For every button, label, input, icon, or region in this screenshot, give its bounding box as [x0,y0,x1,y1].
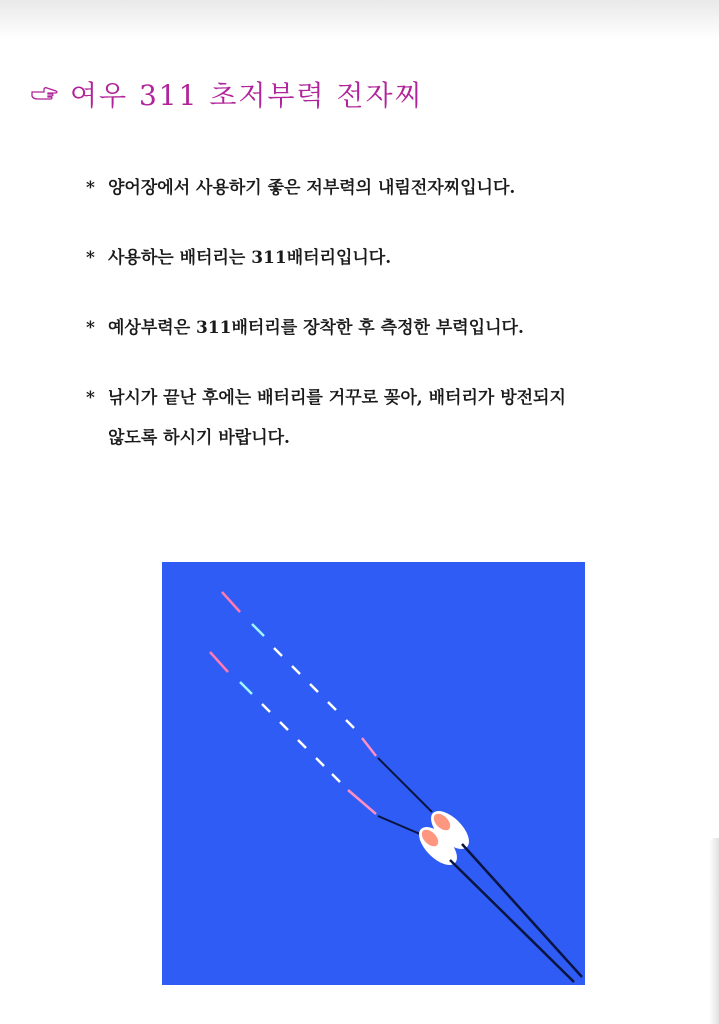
fishing-float-photo [162,562,585,985]
bullet-item [86,238,391,278]
bullet-star: * [86,388,95,408]
float-lower [210,652,574,982]
float-upper [222,592,582,977]
bullet-item [86,168,515,208]
bullet-text: 양어장에서 사용하기 좋은 저부력의 내림전자찌입니다. [108,178,516,198]
bullet-item [86,378,566,458]
scroll-edge-shadow [709,838,719,1024]
pointing-hand-icon [30,84,60,104]
page-title: 여우 311 초저부력 전자찌 [70,79,424,112]
bullet-text: 사용하는 배터리는 311배터리입니다. [108,248,392,268]
bullet-text: 예상부력은 311배터리를 장착한 후 측정한 부력입니다. [108,318,524,338]
title-row [30,74,424,114]
bullet-text-continuation: 않도록 하시기 바랍니다. [108,428,290,448]
bullet-star: * [86,178,95,198]
bullet-item [86,308,524,348]
top-fade [0,0,719,40]
bullet-text: 낚시가 끝난 후에는 배터리를 거꾸로 꽂아, 배터리가 방전되지 [108,388,566,408]
bullet-star: * [86,318,95,338]
float-illustration [162,562,585,985]
bullet-star: * [86,248,95,268]
